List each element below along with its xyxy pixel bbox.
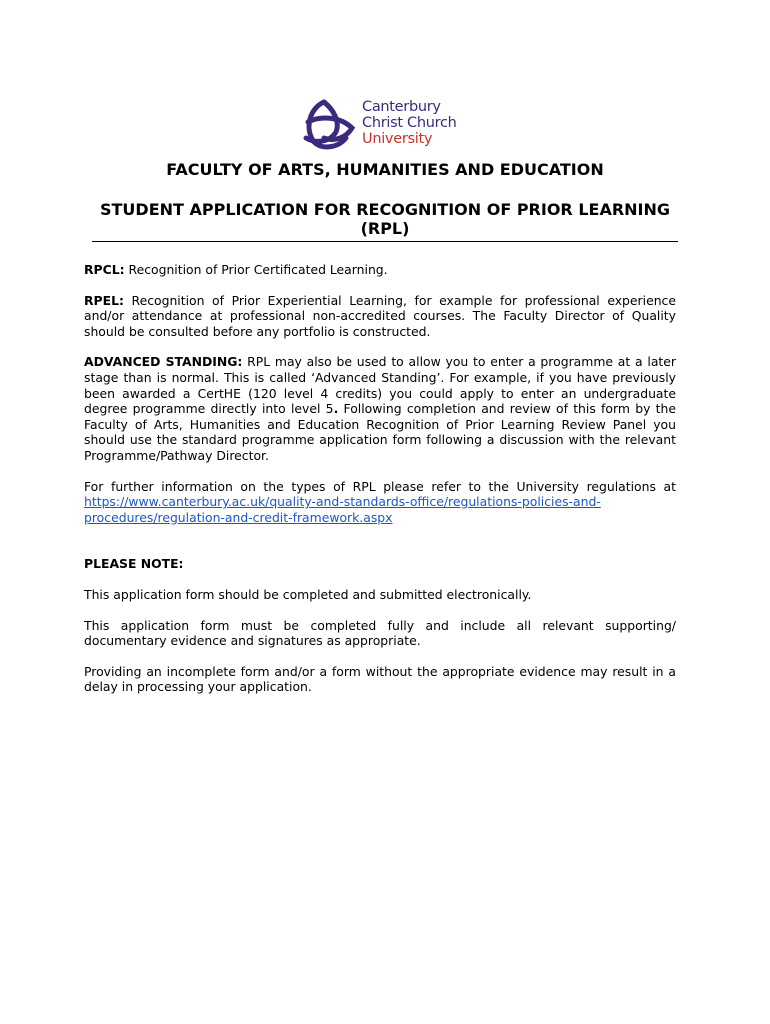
title-underline xyxy=(92,241,678,242)
rpcl-text: Recognition of Prior Certificated Learning. xyxy=(124,262,388,277)
logo-line-1: Canterbury xyxy=(362,99,441,115)
advanced-standing-paragraph xyxy=(84,354,676,463)
document-body xyxy=(84,262,676,710)
triquetra-icon xyxy=(300,98,356,150)
note-item: This application form should be completed and submitted electronically. xyxy=(84,586,532,602)
rpel-paragraph xyxy=(84,293,676,340)
further-info-paragraph xyxy=(84,479,676,526)
rpcl-paragraph xyxy=(84,262,676,278)
faculty-heading: FACULTY OF ARTS, HUMANITIES AND EDUCATION xyxy=(166,160,604,179)
advanced-standing-period: . xyxy=(333,401,339,417)
logo-wordmark xyxy=(362,99,457,147)
rpel-text: Recognition of Prior Experiential Learning, for example for professional experience and/or attendance at professional non-accredited courses. The Faculty Director of Quality should be consulted before any portfolio is constructed. xyxy=(84,292,676,339)
form-title: STUDENT APPLICATION FOR RECOGNITION OF PRIOR LEARNING (RPL) xyxy=(99,200,671,238)
logo-line-2: Christ Church xyxy=(362,115,457,131)
rpel-term: RPEL: xyxy=(84,292,124,308)
regulations-link[interactable]: https://www.canterbury.ac.uk/quality-and-standards-office/regulations-policies-and-procedures/regulation-and-credit-framework.aspx xyxy=(84,494,601,525)
please-note-title: PLEASE NOTE: xyxy=(84,556,184,572)
advanced-standing-text-2: Following completion and review of this form by the Faculty of Arts, Humanities and Education Recognition of Prior Learning Review Panel you should use the standard programme application form following a discussion with the relevant Programme/Pathway Director. xyxy=(84,401,676,463)
university-logo xyxy=(300,96,480,152)
note-item: Providing an incomplete form and/or a form without the appropriate evidence may result in a delay in processing your application. xyxy=(84,663,676,695)
logo-line-3: University xyxy=(362,131,433,147)
note-item: This application form must be completed fully and include all relevant supporting/ documentary evidence and signatures as appropriate. xyxy=(84,617,676,649)
advanced-standing-term: ADVANCED STANDING: xyxy=(84,354,243,370)
rpcl-term: RPCL: xyxy=(84,262,125,277)
further-info-text: For further information on the types of RPL please refer to the University regulations at xyxy=(84,478,676,494)
advanced-standing-text: RPL may also be used to allow you to enter a programme at a later stage than is normal. This is called ‘Advanced Standing’. For example, if you have previously been awarded a CertHE (120 level 4 credits) you could apply to enter an undergraduate degree programme directly into level 5 xyxy=(84,354,676,417)
